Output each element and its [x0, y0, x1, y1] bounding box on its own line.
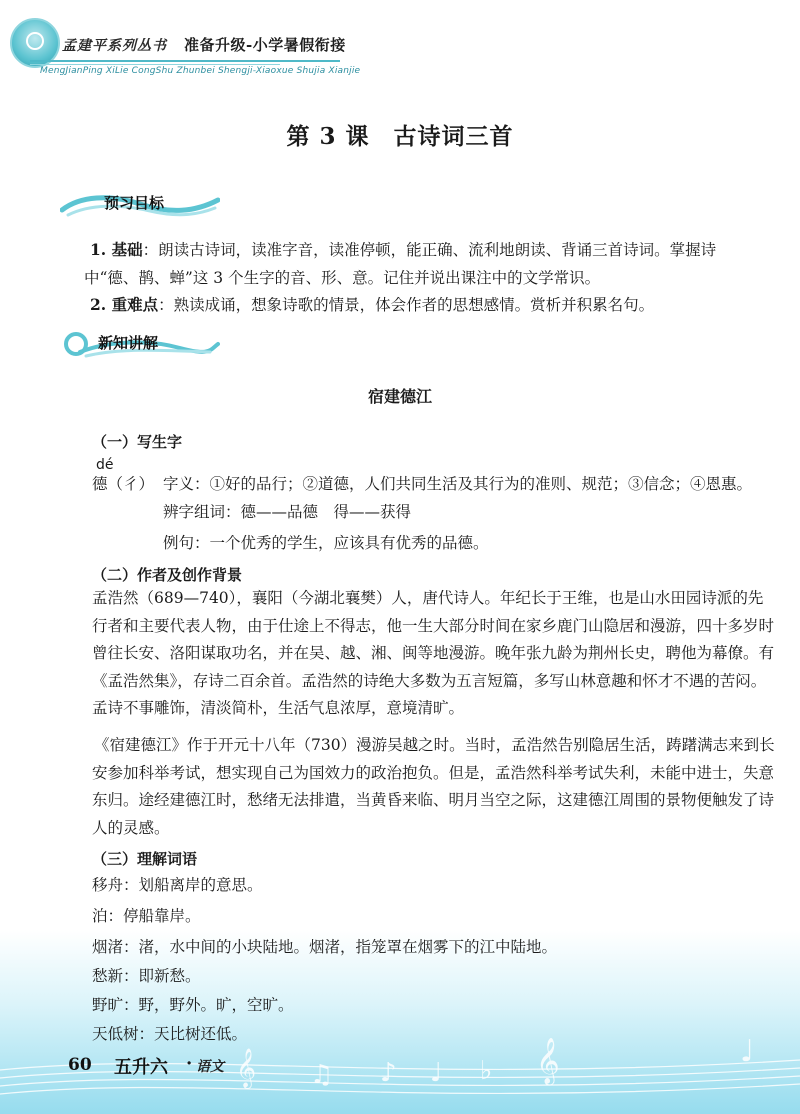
author-paragraph: 孟浩然（689—740），襄阳（今湖北襄樊）人，唐代诗人。年纪长于王维，也是山水田园诗派的先行者和主要代表人物，由于仕途上不得志，他一生大部分时间在家乡鹿门山隐居和漫游，四十多岁时曾往长安、洛阳谋取功名，并在吴、越、湘、闽等地漫游。晚年张九龄为荆州长史，聘他为幕僚。有《孟浩然集》，存诗二百余首。孟浩然的诗绝大多数为五言短篇，多写山林意趣和怀才不遇的苦闷。孟诗不事雕饰，清淡简朴，生活气息浓厚，意境清旷。: [92, 589, 775, 717]
logo-emblem-icon: [26, 32, 44, 50]
char-example: 例句：一个优秀的学生，应该具有优秀的品德。: [163, 534, 489, 552]
treble-clef-icon: 𝄞: [536, 1038, 560, 1084]
preview-item-2-lead: 2. 重难点: [90, 295, 159, 314]
vocab-item: 移舟：划船离岸的意思。: [92, 876, 263, 894]
header-pinyin: MengJianPing XiLie CongShu Zhunbei Shengji-Xiaoxue Shujia Xianjie: [40, 66, 361, 76]
lesson-title: 第 3 课 古诗词三首: [286, 123, 514, 150]
section-3-heading: （三）理解词语: [92, 850, 198, 868]
char-pinyin: dé: [96, 457, 114, 473]
poem-title: 宿建德江: [367, 387, 432, 406]
vocab-item: 烟渚：渚，水中间的小块陆地。烟渚，指笼罩在烟雾下的江中陆地。: [92, 938, 558, 956]
header-rule: [30, 60, 340, 62]
vocab-item: 愁新：即新愁。: [92, 967, 201, 985]
new-knowledge-tag: [60, 330, 220, 354]
preview-item-1-text: ：朗读古诗词，读准字音，读准停顿，能正确、流利地朗读、背诵三首诗词。掌握诗中“德、鹊、蝉”这 3 个生字的音、形、意。记住并说出课注中的文学常识。: [84, 241, 717, 287]
page-number: 60: [68, 1055, 92, 1075]
book-title: 准备升级-小学暑假衔接: [184, 36, 346, 54]
preview-goals-tag: [60, 190, 220, 214]
treble-clef-icon: 𝄞: [236, 1048, 257, 1088]
vocab-item: 泊：停船靠岸。: [92, 907, 201, 925]
footer-subject: 语文: [196, 1059, 224, 1075]
header-rule-thin: [30, 64, 280, 65]
footer-dot: ·: [186, 1053, 193, 1074]
preview-item-1-lead: 1. 基础: [90, 240, 143, 259]
preview-item-1: [84, 236, 770, 292]
footer-brand: 五升六: [114, 1057, 168, 1078]
char-meaning: 字义：①好的品行；②道德，人们共同生活及其行为的准则、规范；③信念；④恩惠。: [163, 475, 753, 493]
preview-item-2-text: ：熟读成诵，想象诗歌的情景，体会作者的思想感情。赏析并积累名句。: [158, 296, 655, 314]
char-radical: 德（彳）: [92, 475, 155, 493]
quarter-note-icon: ♪: [380, 1058, 397, 1088]
eighth-note-icon: ♫: [310, 1060, 334, 1090]
new-knowledge-label: 新知讲解: [98, 334, 159, 352]
section-2-heading: （二）作者及创作背景: [92, 566, 243, 584]
preview-goals-label: 预习目标: [104, 194, 165, 212]
vocab-item: 天低树：天比树还低。: [92, 1025, 248, 1043]
char-words: 辨字组词：德——品德 得——获得: [163, 503, 412, 521]
note-icon: ♩: [430, 1058, 443, 1088]
background-paragraph: 《宿建德江》作于开元十八年（730）漫游吴越之时。当时，孟浩然告别隐居生活，踌躇满志来到长安参加科举考试，想实现自己为国效力的政治抱负。但是，孟浩然科举考试失利，未能中进士，失意东归。途经建德江时，愁绪无法排遣，当黄昏来临、明月当空之际，这建德江周围的景物便触发了诗人的灵感。: [92, 736, 775, 837]
note-icon: ♩: [740, 1034, 755, 1069]
section-1-heading: （一）写生字: [92, 433, 183, 451]
series-name: 孟建平系列丛书: [62, 38, 167, 54]
vocab-item: 野旷：野，野外。旷，空旷。: [92, 996, 294, 1014]
flat-icon: ♭: [480, 1056, 493, 1086]
preview-item-2: [90, 291, 770, 320]
